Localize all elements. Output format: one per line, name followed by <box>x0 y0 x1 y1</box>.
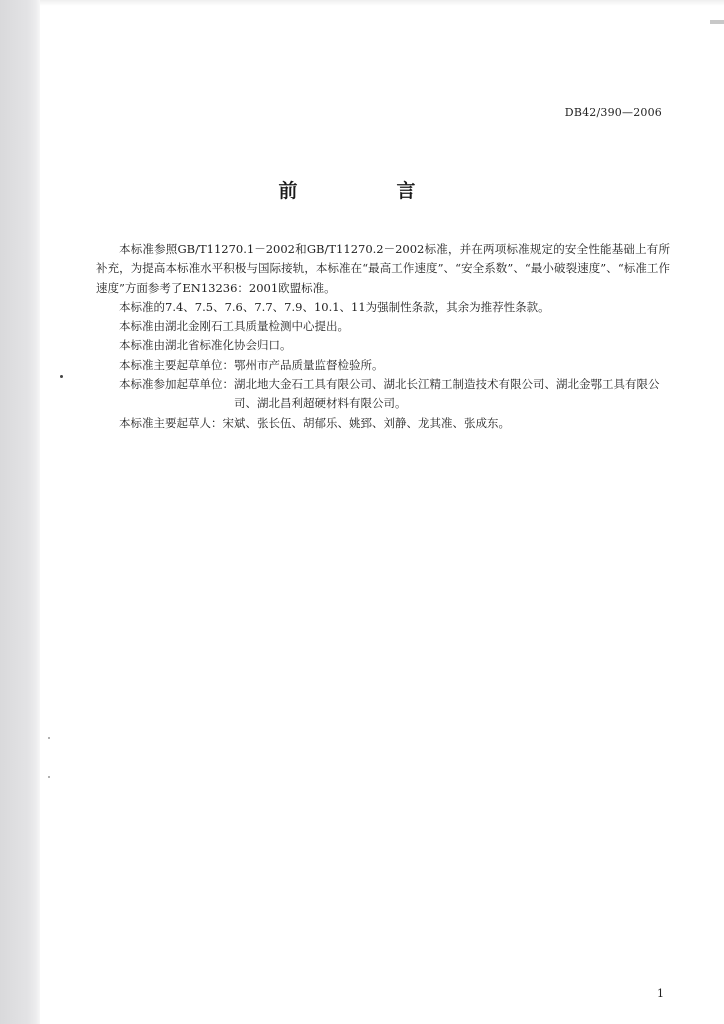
participating-units-value: 湖北地大金石工具有限公司、湖北长江精工制造技术有限公司、湖北金鄂工具有限公司、湖北昌利超硬材料有限公司。 <box>234 377 660 411</box>
foreword-body <box>96 240 670 433</box>
main-drafters-value: 宋斌、张长伍、胡郁乐、姚郅、刘静、龙其准、张成东。 <box>222 415 510 430</box>
paragraph-administrator: 本标准由湖北省标准化协会归口。 <box>119 338 292 353</box>
scan-shadow-edge <box>0 0 40 1024</box>
main-drafting-unit <box>96 356 670 375</box>
paragraph-references: 本标准参照GB/T11270.1－2002和GB/T11270.2－2002标准，并在两项标准规定的安全性能基础上有所补充，为提高本标准水平积极与国际接轨，本标准在“最高工作速度”、“安全系数”、“最小破裂速度”、“标准工作速度”方面参考了EN13236：2001欧盟标准。 <box>96 242 670 295</box>
page-title: 前 言 <box>278 180 456 202</box>
main-drafting-unit-label: 本标准主要起草单位： <box>119 357 234 372</box>
scan-top-edge <box>40 0 724 6</box>
scan-speck <box>48 737 50 739</box>
main-drafters-label: 本标准主要起草人： <box>119 415 223 430</box>
paragraph-mandatory-clauses: 本标准的7.4、7.5、7.6、7.7、7.9、10.1、11为强制性条款，其余为推荐性条款。 <box>119 299 550 314</box>
paragraph-proposer: 本标准由湖北金刚石工具质量检测中心提出。 <box>119 319 349 334</box>
scan-speck <box>48 776 50 778</box>
main-drafters <box>96 414 670 433</box>
main-drafting-unit-value: 鄂州市产品质量监督检验所。 <box>234 357 384 372</box>
page-number: 1 <box>657 987 664 1000</box>
document-code: DB42/390—2006 <box>564 106 662 119</box>
participating-units <box>96 375 670 414</box>
scan-corner-mark <box>710 20 724 24</box>
participating-units-label: 本标准参加起草单位： <box>119 377 234 392</box>
scan-speck <box>60 375 63 378</box>
